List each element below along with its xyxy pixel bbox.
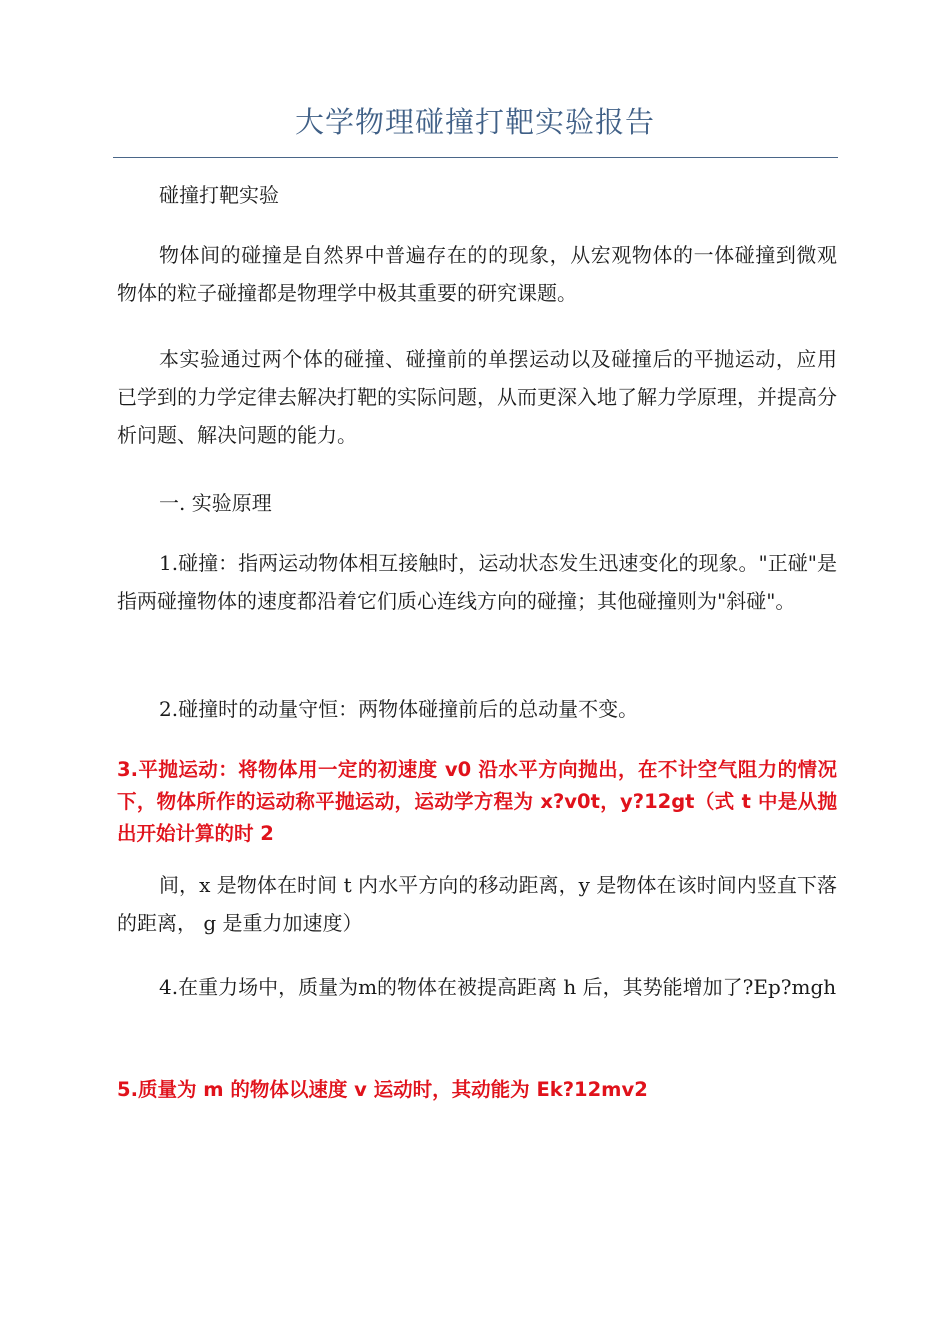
document-title: 大学物理碰撞打靶实验报告 <box>294 105 655 139</box>
principle-item-4: 4.在重力场中，质量为m的物体在被提高距离 h 后，其势能增加了?Ep?mgh <box>159 975 837 999</box>
section-heading-principle: 一. 实验原理 <box>159 491 272 515</box>
principle-item-3-continued: 间，x 是物体在时间 t 内水平方向的移动距离，y 是物体在该时间内竖直下落的距离， g 是重力加速度） <box>117 873 837 935</box>
purpose-paragraph: 本实验通过两个体的碰撞、碰撞前的单摆运动以及碰撞后的平抛运动，应用已学到的力学定律去解决打靶的实际问题，从而更深入地了解力学原理，并提高分析问题、解决问题的能力。 <box>117 347 837 447</box>
principle-item-2: 2.碰撞时的动量守恒：两物体碰撞前后的总动量不变。 <box>159 697 639 721</box>
principle-item-3-highlighted: 3.平抛运动：将物体用一定的初速度 v0 沿水平方向抛出，在不计空气阻力的情况下，物体所作的运动称平抛运动，运动学方程为 x?v0t，y?12gt（式 t 中是从抛出开始计算的时 2 <box>117 758 837 845</box>
principle-item-5-highlighted: 5.质量为 m 的物体以速度 v 运动时，其动能为 Ek?12mv2 <box>117 1078 648 1101</box>
experiment-name: 碰撞打靶实验 <box>159 183 279 207</box>
title-divider <box>113 157 838 158</box>
intro-paragraph: 物体间的碰撞是自然界中普遍存在的的现象，从宏观物体的一体碰撞到微观物体的粒子碰撞都是物理学中极其重要的研究课题。 <box>117 243 837 305</box>
principle-item-1: 1.碰撞：指两运动物体相互接触时，运动状态发生迅速变化的现象。"正碰"是指两碰撞物体的速度都沿着它们质心连线方向的碰撞；其他碰撞则为"斜碰"。 <box>117 551 837 613</box>
